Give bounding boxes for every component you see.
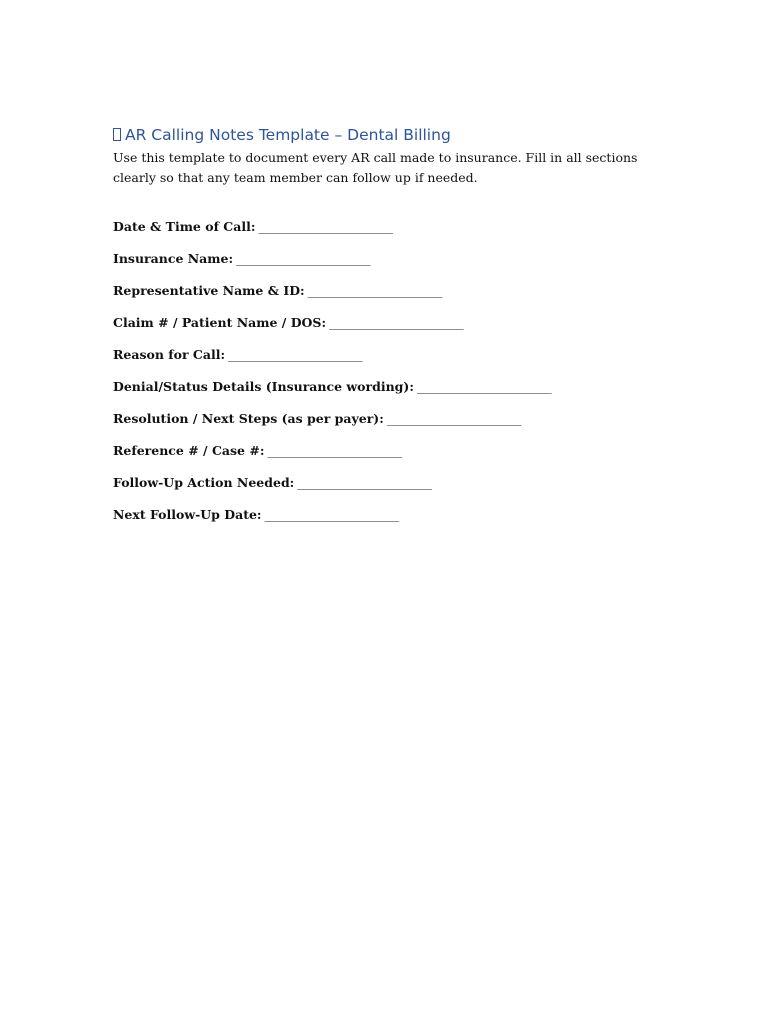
- document-title-text: AR Calling Notes Template – Dental Billing: [125, 126, 451, 144]
- fill-in-blank[interactable]: _________________________: [236, 251, 370, 266]
- intro-paragraph: Use this template to document every AR call made to insurance. Fill in all sections clearly so that any team member can follow up if needed.: [113, 150, 638, 185]
- field-claim-patient-dos: [113, 314, 673, 346]
- fill-in-blank[interactable]: _________________________: [297, 475, 432, 490]
- fill-in-blank[interactable]: _________________________: [329, 315, 463, 330]
- field-date-time-of-call: [113, 218, 673, 250]
- field-label: Reference # / Case #:: [113, 443, 265, 458]
- field-reference-case: [113, 442, 673, 474]
- fill-in-blank[interactable]: _________________________: [228, 347, 362, 362]
- field-label: Reason for Call:: [113, 347, 226, 362]
- field-denial-status-details: [113, 378, 673, 410]
- field-next-follow-up-date: [113, 506, 673, 538]
- fill-in-blank[interactable]: _________________________: [307, 283, 442, 298]
- fill-in-blank[interactable]: _________________________: [267, 443, 402, 458]
- field-label: Claim # / Patient Name / DOS:: [113, 315, 327, 330]
- fill-in-blank[interactable]: _________________________: [386, 411, 521, 426]
- field-resolution-next-steps: [113, 410, 673, 442]
- field-label: Date & Time of Call:: [113, 219, 256, 234]
- field-label: Insurance Name:: [113, 251, 234, 266]
- missing-glyph-icon: [113, 128, 121, 141]
- field-label: Resolution / Next Steps (as per payer):: [113, 411, 384, 426]
- field-follow-up-action: [113, 474, 673, 506]
- fill-in-blank[interactable]: _________________________: [258, 219, 393, 234]
- field-label: Next Follow-Up Date:: [113, 507, 262, 522]
- fill-in-blank[interactable]: _________________________: [264, 507, 399, 522]
- field-label: Representative Name & ID:: [113, 283, 305, 298]
- document-title: [113, 124, 673, 146]
- field-insurance-name: [113, 250, 673, 282]
- form-fields: [113, 218, 673, 538]
- field-label: Follow-Up Action Needed:: [113, 475, 295, 490]
- field-label: Denial/Status Details (Insurance wording):: [113, 379, 414, 394]
- field-representative-name-id: [113, 282, 673, 314]
- fill-in-blank[interactable]: _________________________: [416, 379, 551, 394]
- field-reason-for-call: [113, 346, 673, 378]
- document-content: [113, 124, 673, 538]
